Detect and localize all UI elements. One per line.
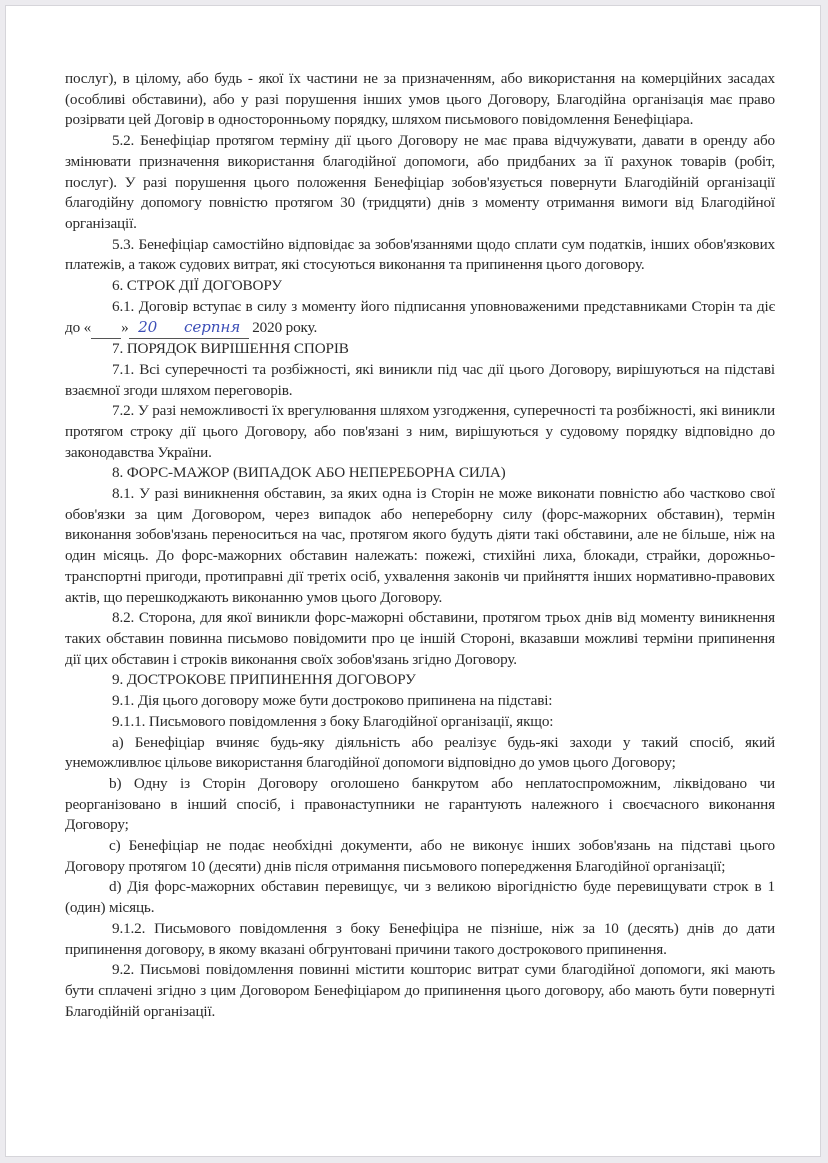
- list-item-c: c) Бенефіціар не подає необхідні документи, або не виконує інших зобов'язань на підставі цього Договору протягом 10 (десяти) днів після отримання письмового попередження Благодійної організації;: [65, 837, 775, 875]
- handwritten-month: серпня: [129, 317, 249, 339]
- paragraph-6-1-year: 2020 року.: [252, 319, 318, 337]
- quote-close: »: [121, 319, 129, 337]
- section-heading-7: 7. ПОРЯДОК ВИРІШЕННЯ СПОРІВ: [112, 340, 349, 358]
- paragraph-8-1: 8.1. У разі виникнення обставин, за яких одна із Сторін не може виконати повністю або частково свої обов'язки за цим Договором, через випадок або непереборну силу (форс-мажорних обставин), термін виконання зобов'язань переноситься на час, протягом якого будуть діяти такі обставини, але не більше, ніж на один місяць. До форс-мажорних обставин належать: пожежі, стихійні лиха, блокади, страйки, дорожньо-транспортні пригоди, протиправні дії третіх осіб, ухвалення законів чи прийняття інших нормативно-правових актів, що перешкоджають виконанню умов цього Договору.: [65, 485, 775, 606]
- section-heading-6: 6. СТРОК ДІЇ ДОГОВОРУ: [112, 277, 282, 295]
- paragraph-6-1: [65, 297, 775, 339]
- paragraph-5-3: 5.3. Бенефіціар самостійно відповідає за зобов'язаннями щодо сплати сум податків, інших обов'язкових платежів, а також судових витрат, які стосуються виконання та припинення цього договору.: [65, 235, 775, 274]
- paragraph-9-1-1: 9.1.1. Письмового повідомлення з боку Благодійної організації, якщо:: [112, 712, 554, 730]
- paragraph-6-1-text: 6.1. Договір вступає в силу з моменту його підписання уповноваженими представниками Сторін та діє до «: [65, 297, 775, 337]
- paragraph-5-2: 5.2. Бенефіціар протягом терміну дії цього Договору не має права відчужувати, давати в оренду або змінювати призначення використання благодійної допомоги, або придбаних за її рахунок товарів (робіт, послуг). У разі порушення цього положення Бенефіціар зобов'язується повернути Благодійній організації благодійну допомогу повністю протягом 30 (тридцяти) днів з моменту отримання вимоги від Благодійної організації.: [65, 132, 775, 232]
- paragraph-7-2: 7.2. У разі неможливості їх врегулювання шляхом узгодження, суперечності та розбіжності, які виникли протягом строку дії цього Договору, або пов'язані з ним, вирішуються у судовому порядку відповідно до законодавства України.: [65, 402, 775, 461]
- section-heading-9: 9. ДОСТРОКОВЕ ПРИПИНЕННЯ ДОГОВОРУ: [112, 671, 416, 689]
- handwritten-day: 20: [91, 317, 121, 339]
- paragraph-7-1: 7.1. Всі суперечності та розбіжності, які виникли під час дії цього Договору, вирішуються на підставі взаємної згоди шляхом переговорів.: [65, 360, 775, 399]
- document-page: [5, 5, 821, 1157]
- paragraph-9-1: 9.1. Дія цього договору може бути достроково припинена на підставі:: [112, 692, 553, 710]
- paragraph-8-2: 8.2. Сторона, для якої виникли форс-мажорні обставини, протягом трьох днів від моменту виникнення таких обставин повинна письмово повідомити про це іншій Стороні, вказавши можливі терміни припинення дії цих обставин і строків виконання своїх зобов'язань згідно Договору.: [65, 609, 775, 668]
- paragraph-5-1-continued: послуг), в цілому, або будь - якої їх частини не за призначенням, або використання на комерційних засадах (особливі обставини), або у разі порушення інших умов цього Договору, Благодійна організація має право розірвати цей Договір в односторонньому порядку, шляхом письмового повідомлення Бенефіціара.: [65, 70, 775, 129]
- list-item-b: b) Одну із Сторін Договору оголошено банкрутом або неплатоспроможним, ліквідовано чи реорганізовано в інший спосіб, і правонаступники не гарантують належного і своєчасного виконання Договору;: [65, 774, 775, 834]
- list-item-a: a) Бенефіціар вчиняє будь-яку діяльність або реалізує будь-які заходи у такий спосіб, який унеможливлює цільове використання благодійної допомоги відповідно до умов цього Договору;: [65, 733, 775, 772]
- paragraph-9-2: 9.2. Письмові повідомлення повинні містити кошторис витрат суми благодійної допомоги, які мають бути сплачені згідно з цим Договором Бенефіціаром до припинення цього договору, або мають бути повернуті Благодійній організації.: [65, 961, 775, 1020]
- section-heading-8: 8. ФОРС-МАЖОР (ВИПАДОК АБО НЕПЕРЕБОРНА СИЛА): [112, 464, 506, 482]
- paragraph-9-1-2: 9.1.2. Письмового повідомлення з боку Бенефіціра не пізніше, ніж за 10 (десять) днів до дати припинення договору, в якому вказані обгрунтовані причини такого дострокового припинення.: [65, 919, 775, 958]
- document-body: [65, 69, 775, 1022]
- list-item-d: d) Дія форс-мажорних обставин перевищує, чи з великою вірогідністю буде перевищувати строк в 1 (один) місяць.: [65, 878, 775, 917]
